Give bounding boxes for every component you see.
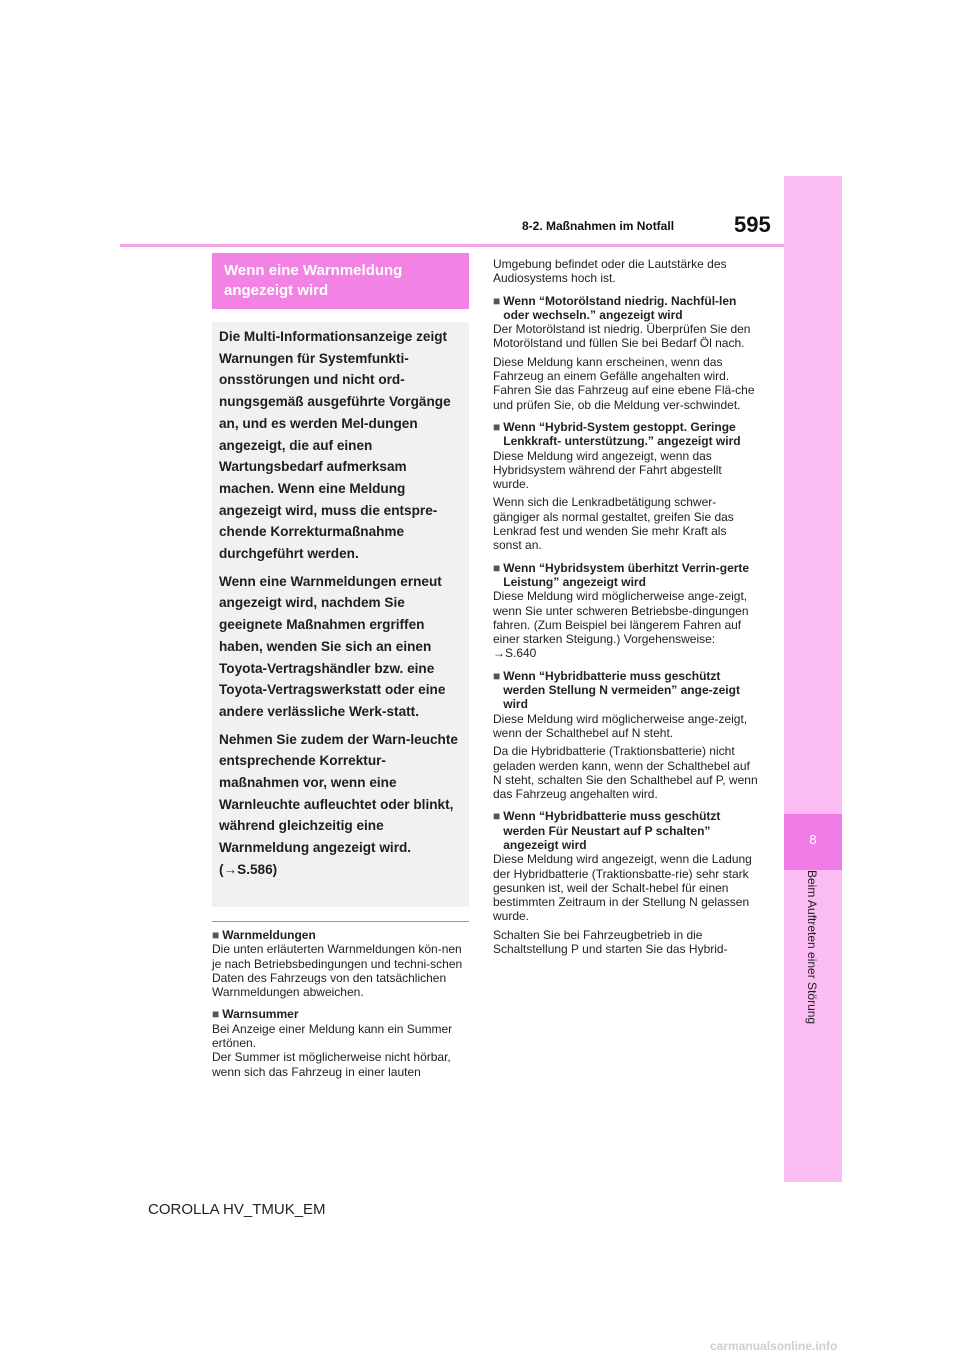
- entry-text: Schalten Sie bei Fahrzeugbetrieb in die Schaltstellung P und starten Sie das Hybrid-: [493, 927, 728, 957]
- bullet-square-icon: ■: [493, 419, 501, 434]
- entry-text: Diese Meldung wird möglicherweise ange-zeigt, wenn der Schalthebel auf N steht.: [493, 711, 748, 740]
- chapter-label: Beim Auftreten einer Störung: [805, 870, 819, 1025]
- entry-hybrid-ueberhitzt: [493, 561, 758, 661]
- chapter-number: 8: [809, 832, 817, 847]
- bullet-square-icon: ■: [493, 809, 501, 824]
- entry-text: Diese Meldung wird möglicherweise ange-zeigt, wenn Sie unter schweren Betriebsbe-dingungen fahren. (Zum Beispiel bei längerem Fahren auf einer starken Steigung.) Vorgehensweise: →S.640: [493, 589, 749, 661]
- entry-title-text: Wenn “Hybridsystem überhitzt Verrin-gerte Leistung” angezeigt wird: [503, 560, 750, 589]
- entry-title: [212, 928, 472, 942]
- entry-text: Wenn sich die Lenkradbetätigung schwer-gängiger als normal gestaltet, greifen Sie das Lenkrad fest und wenden Sie mehr Kraft als sonst an.: [493, 495, 734, 553]
- entry-text: Der Motorölstand ist niedrig. Überprüfen Sie den Motorölstand und füllen Sie bei Bedarf Öl nach.: [493, 322, 751, 351]
- bullet-square-icon: ■: [493, 668, 501, 683]
- entry-text: Diese Meldung wird angezeigt, wenn das Hybridsystem während der Fahrt abgestellt wurde.: [493, 448, 722, 492]
- info-paragraph: Nehmen Sie zudem der Warn-leuchte entsprechende Korrektur-maßnahmen vor, wenn eine Warnleuchte aufleuchtet oder blinkt, während gleichzeitig eine Warnmeldung angezeigt wird. (→S.586): [219, 731, 458, 877]
- entry-title: [493, 561, 758, 590]
- section-title: 8-2. Maßnahmen im Notfall: [522, 219, 675, 233]
- bullet-square-icon: ■: [493, 560, 501, 575]
- bullet-square-icon: ■: [493, 293, 501, 308]
- entry-title-text: Warnsummer: [222, 1007, 299, 1022]
- entry-text: Die unten erläuterten Warnmeldungen kön-nen je nach Betriebsbedingungen und techni-schen Daten des Fahrzeugs von den tatsächlichen Warnmeldungen abweichen.: [212, 942, 463, 1000]
- entry-title-text: Wenn “Hybrid-System gestoppt. Geringe Lenkkraft- unterstützung.” angezeigt wird: [503, 419, 741, 449]
- entry-title: [493, 294, 758, 323]
- entry-text: Diese Meldung kann erscheinen, wenn das Fahrzeug an einem Gefälle angehalten wird. Fahren Sie das Fahrzeug auf eine ebene Flä-che und prüfen Sie, ob die Meldung ver-schwindet.: [493, 354, 755, 412]
- entry-motoroelstand: [493, 294, 758, 412]
- entry-warnmeldungen: [212, 928, 472, 999]
- entry-hybrid-gestoppt: [493, 420, 758, 553]
- info-paragraph: Die Multi-Informationsanzeige zeigt Warnungen für Systemfunkti-onsstörungen und nicht ord-nungsgemäß ausgeführte Vorgänge an, und es werden Mel-dungen angezeigt, die auf einen Wartungsbedarf aufmerksam machen. Wenn eine Meldung angezeigt wird, muss die entspre-chende Korrekturmaßnahme durchgeführt werden.: [219, 329, 451, 562]
- header-rule: [120, 244, 784, 247]
- left-column: [212, 928, 472, 1087]
- right-column: [493, 257, 758, 964]
- entry-text: Da die Hybridbatterie (Traktionsbatterie) nicht geladen werden kann, wenn der Schalthebel auf N steht, schalten Sie den Schalthebel auf P, wenn das Fahrzeug angehalten wird.: [493, 744, 758, 802]
- page-number: 595: [734, 212, 771, 237]
- info-paragraph: Wenn eine Warnmeldungen erneut angezeigt wird, nachdem Sie geeignete Maßnahmen ergriffen haben, wenden Sie sich an einen Toyota-Vertragshändler bzw. eine Toyota-Vertragswerkstatt oder eine andere verlässliche Werk-statt.: [219, 573, 446, 719]
- entry-warnsummer: [212, 1007, 472, 1078]
- info-box: [212, 322, 469, 907]
- entry-title-text: Wenn “Hybridbatterie muss geschützt werden Für Neustart auf P schalten” angezeigt wird: [503, 809, 721, 852]
- bullet-square-icon: ■: [212, 1007, 220, 1022]
- entry-title-text: Wenn “Hybridbatterie muss geschützt werden Stellung N vermeiden” ange-zeigt wird: [503, 668, 740, 712]
- bullet-square-icon: ■: [212, 928, 220, 942]
- entry-title: [212, 1007, 472, 1021]
- entry-title-text: Warnmeldungen: [222, 928, 316, 942]
- entry-text: Diese Meldung wird angezeigt, wenn die Ladung der Hybridbatterie (Traktionsbatte-rie) sehr stark gesunken ist, weil der Schalt-hebel für einen bestimmten Zeitraum in der Stellung N gelassen wurde.: [493, 852, 752, 924]
- entry-title: [493, 669, 758, 712]
- entry-text: Der Summer ist möglicherweise nicht hörbar, wenn sich das Fahrzeug in einer lauten: [212, 1050, 451, 1079]
- entry-stellung-n: [493, 669, 758, 802]
- continuation-text: Umgebung befindet oder die Lautstärke des Audiosystems hoch ist.: [493, 257, 727, 286]
- watermark: carmanualsonline.info: [710, 1339, 838, 1353]
- footer-model: COROLLA HV_TMUK_EM: [148, 1201, 326, 1218]
- box-heading-line1: Wenn eine Warnmeldung: [224, 262, 403, 279]
- entry-title: [493, 420, 758, 449]
- entry-neustart-p: [493, 809, 758, 956]
- column-divider: [212, 921, 469, 922]
- entry-title-text: Wenn “Motorölstand niedrig. Nachfül-len oder wechseln.” angezeigt wird: [503, 293, 737, 322]
- box-heading: [212, 253, 469, 309]
- entry-text: Bei Anzeige einer Meldung kann ein Summer ertönen.: [212, 1021, 453, 1051]
- box-heading-line2: angezeigt wird: [224, 282, 329, 299]
- entry-title: [493, 809, 758, 852]
